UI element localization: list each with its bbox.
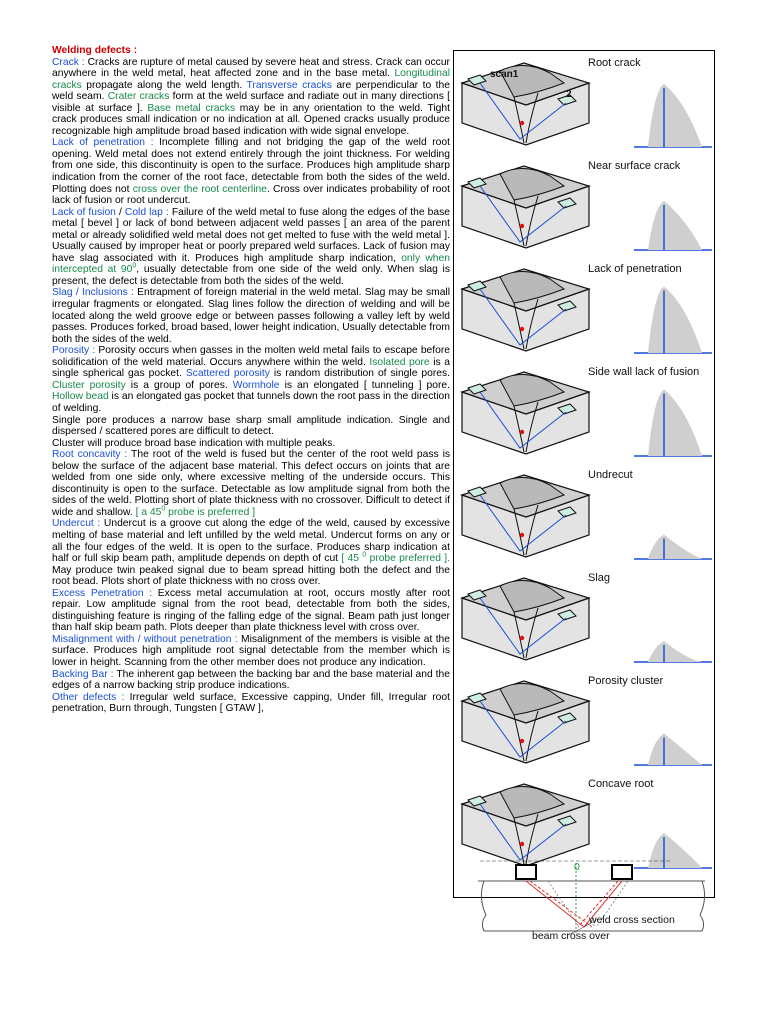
paragraph-lack-of-penetration: Lack of penetration : Incomplete filling and not bridging the gap of the weld root opening. Weld metal does not extend entirely through the joint thickness. For welding from one side, this discontinuity is open to the surface. Produces high amplitude sharp indication from the corner of the root face, detectable from both the sides of the weld. Plotting does not cross over the root centerline. Cross over indicates probability of root lack of fusion or root undercut. [52,137,450,207]
defect-illustration [454,53,714,153]
defect-label: Slag [588,572,611,584]
defect-row [454,465,714,565]
defect-illustration [454,465,714,565]
defect-label: Lack of penetration [588,263,682,275]
section-title: Welding defects : [52,45,138,56]
ascan-envelope [648,201,702,250]
paragraph-excess-penetration: Excess Penetration : Excess metal accumulation at root, occurs mostly after root repair. Low amplitude signal from the root bead, detectable from both the sides, distinguishing feature is ringing of the falling edge of the signal. Beam path just longer than half skip beam path. Plots deeper than plate thickness level with cross over. [52,587,451,634]
defect-marker [520,636,524,640]
paragraph-porosity: Porosity : Porosity occurs when gasses in the molten weld metal fails to escape before solidification of the weld material. Occurs anywhere within the weld. Isolated pore is a single spherical gas pocket. Scattered porosity is random distribution of single pores. Cluster porosity is a group of pores. Wormhole is an elongated [ tunneling ] pore. Hollow bead is an elongated gas pocket that tunnels down the root pass in the direction of welding. [52,345,451,414]
plate-break-left [481,881,486,931]
plate-break-right [700,881,705,931]
ascan-envelope [648,390,702,457]
paragraph-backing-bar: Backing Bar : The inherent gap between the backing bar and the base material and the edges of a narrow backing strip produce indications. [52,668,450,692]
beam-cross-over-label: beam cross over [532,930,610,942]
defect-marker [520,327,524,331]
weld-cross-section-label: weld cross section [589,914,675,926]
defect-label: Undrecut [588,469,633,481]
probe-left [516,865,536,879]
paragraph-porosity-cluster: Cluster will produce broad base indication with multiple peaks. [52,437,336,449]
ascan-envelope [648,734,702,766]
paragraph-root-concavity: Root concavity : The root of the weld is fused but the center of the root weld pass is below the surface of the adjacent base material. This defect occurs on joints that are welded from one side only, where excessive melting of the underside occurs. This discontinuity is open to the surface. Detectable as low amplitude signal from both the sides of the weld. Plotting short of plate thickness with no crossover. Difficult to detect if wide and shallow. [ a $45^0$ probe is preferred ] [52,449,450,518]
ascan-envelope [648,84,702,147]
probe-right [612,865,632,879]
defect-label: Root crack [588,57,641,69]
defect-diagram-panel [453,50,715,898]
beam-line [530,881,592,927]
defect-marker [520,842,524,846]
defect-row [454,156,714,256]
paragraph-porosity-single: Single pore produces a narrow base sharp small amplitude indication. Single and dispersed / scattered pores are difficult to detect. [52,414,450,438]
scan-number-label: 2 [566,89,572,100]
ascan-envelope [648,641,702,662]
paragraph-crack: Crack : Cracks are rupture of metal caused by severe heat and stress. Crack can occur anywhere in the weld metal, heat affected zone and in the base metal. Longitudinal cracks propagate along the weld length. Transverse cracks are perpendicular to the weld seam. Crater cracks form at the weld surface and radiate out in many directions [ visible at surface ]. Base metal cracks may be in any orientation to the weld. Tight crack produces small indication or no indication at all. Opened cracks usually produce recognizable high amplitude broad based indication with wide signal envelope. [52,56,450,137]
defect-marker [520,224,524,228]
defect-marker [520,121,524,125]
ascan-envelope [648,287,702,354]
defect-row [454,259,714,359]
paragraph-other-defects: Other defects : Irregular weld surface, Excessive capping, Under fill, Irregular root penetration, Burn through, Tungsten [ GTAW ], [52,691,450,715]
beam-line [526,881,584,927]
paragraph-undercut: Undercut : Undercut is a groove cut along the edge of the weld, caused by excessive melting of base material and left unfilled by the weld metal. Undercut forms on any or all the four edges of the weld. It is open to the surface. Produces sharp indication at half or full skip beam path, amplitude depends on depth of cut [ 45 $^0$ probe preferred ]. May produce twin peaked signal due to beam spread hitting both the defect and the root bead. Plots short of plate thickness with no cross over. [52,518,450,588]
defect-marker [520,739,524,743]
defect-label: Near surface crack [588,160,681,172]
beam-center-label: 0 [574,861,580,873]
defect-row [454,53,714,153]
scan-label: scan1 [490,69,519,80]
defect-row [454,362,714,462]
defect-illustration [454,568,714,668]
text-column [52,45,450,715]
defect-label: Concave root [588,778,654,790]
paragraph-slag: Slag / Inclusions : Entrapment of foreign material in the weld metal. Slag may be small irregular fragments or elongated. Slag lines follow the direction of welding and will be located along the weld groove edge or between passes following a valley left by weld passes. Produces forked, broad based, lower height indication, Usually detectable from both the sides of the weld. [52,287,451,345]
paragraph-lack-of-fusion: Lack of fusion / Cold lap : Failure of the weld metal to fuse along the edges of the base metal [ bevel ] or lack of bond between adjacent weld passes [ an area of the parent metal or already solidified weld metal does not get melted to fuse with the weld metal ]. Usually caused by improper heat or poorly prepared weld surfaces. Lack of fusion may have slag associated with it. Produces high amplitude sharp indication, only when intercepted at $90^0$, usually detectable from one side of the weld only. When slag is present, the defect is detectable from both the sides of the weld. [52,206,450,287]
defect-marker [520,430,524,434]
defect-row [454,671,714,771]
defect-row [454,568,714,668]
defect-label: Porosity cluster [588,675,664,687]
defect-label: Side wall lack of fusion [588,366,700,378]
ascan-envelope [648,535,702,560]
defect-illustration [454,671,714,771]
paragraph-misalignment: Misalignment with / without penetration : Misalignment of the members is visible at the surface. Produces high amplitude root signal detectable from the member which is lower in height. Scanning from the other member does not produce any indication. [52,633,451,668]
defect-marker [520,533,524,537]
